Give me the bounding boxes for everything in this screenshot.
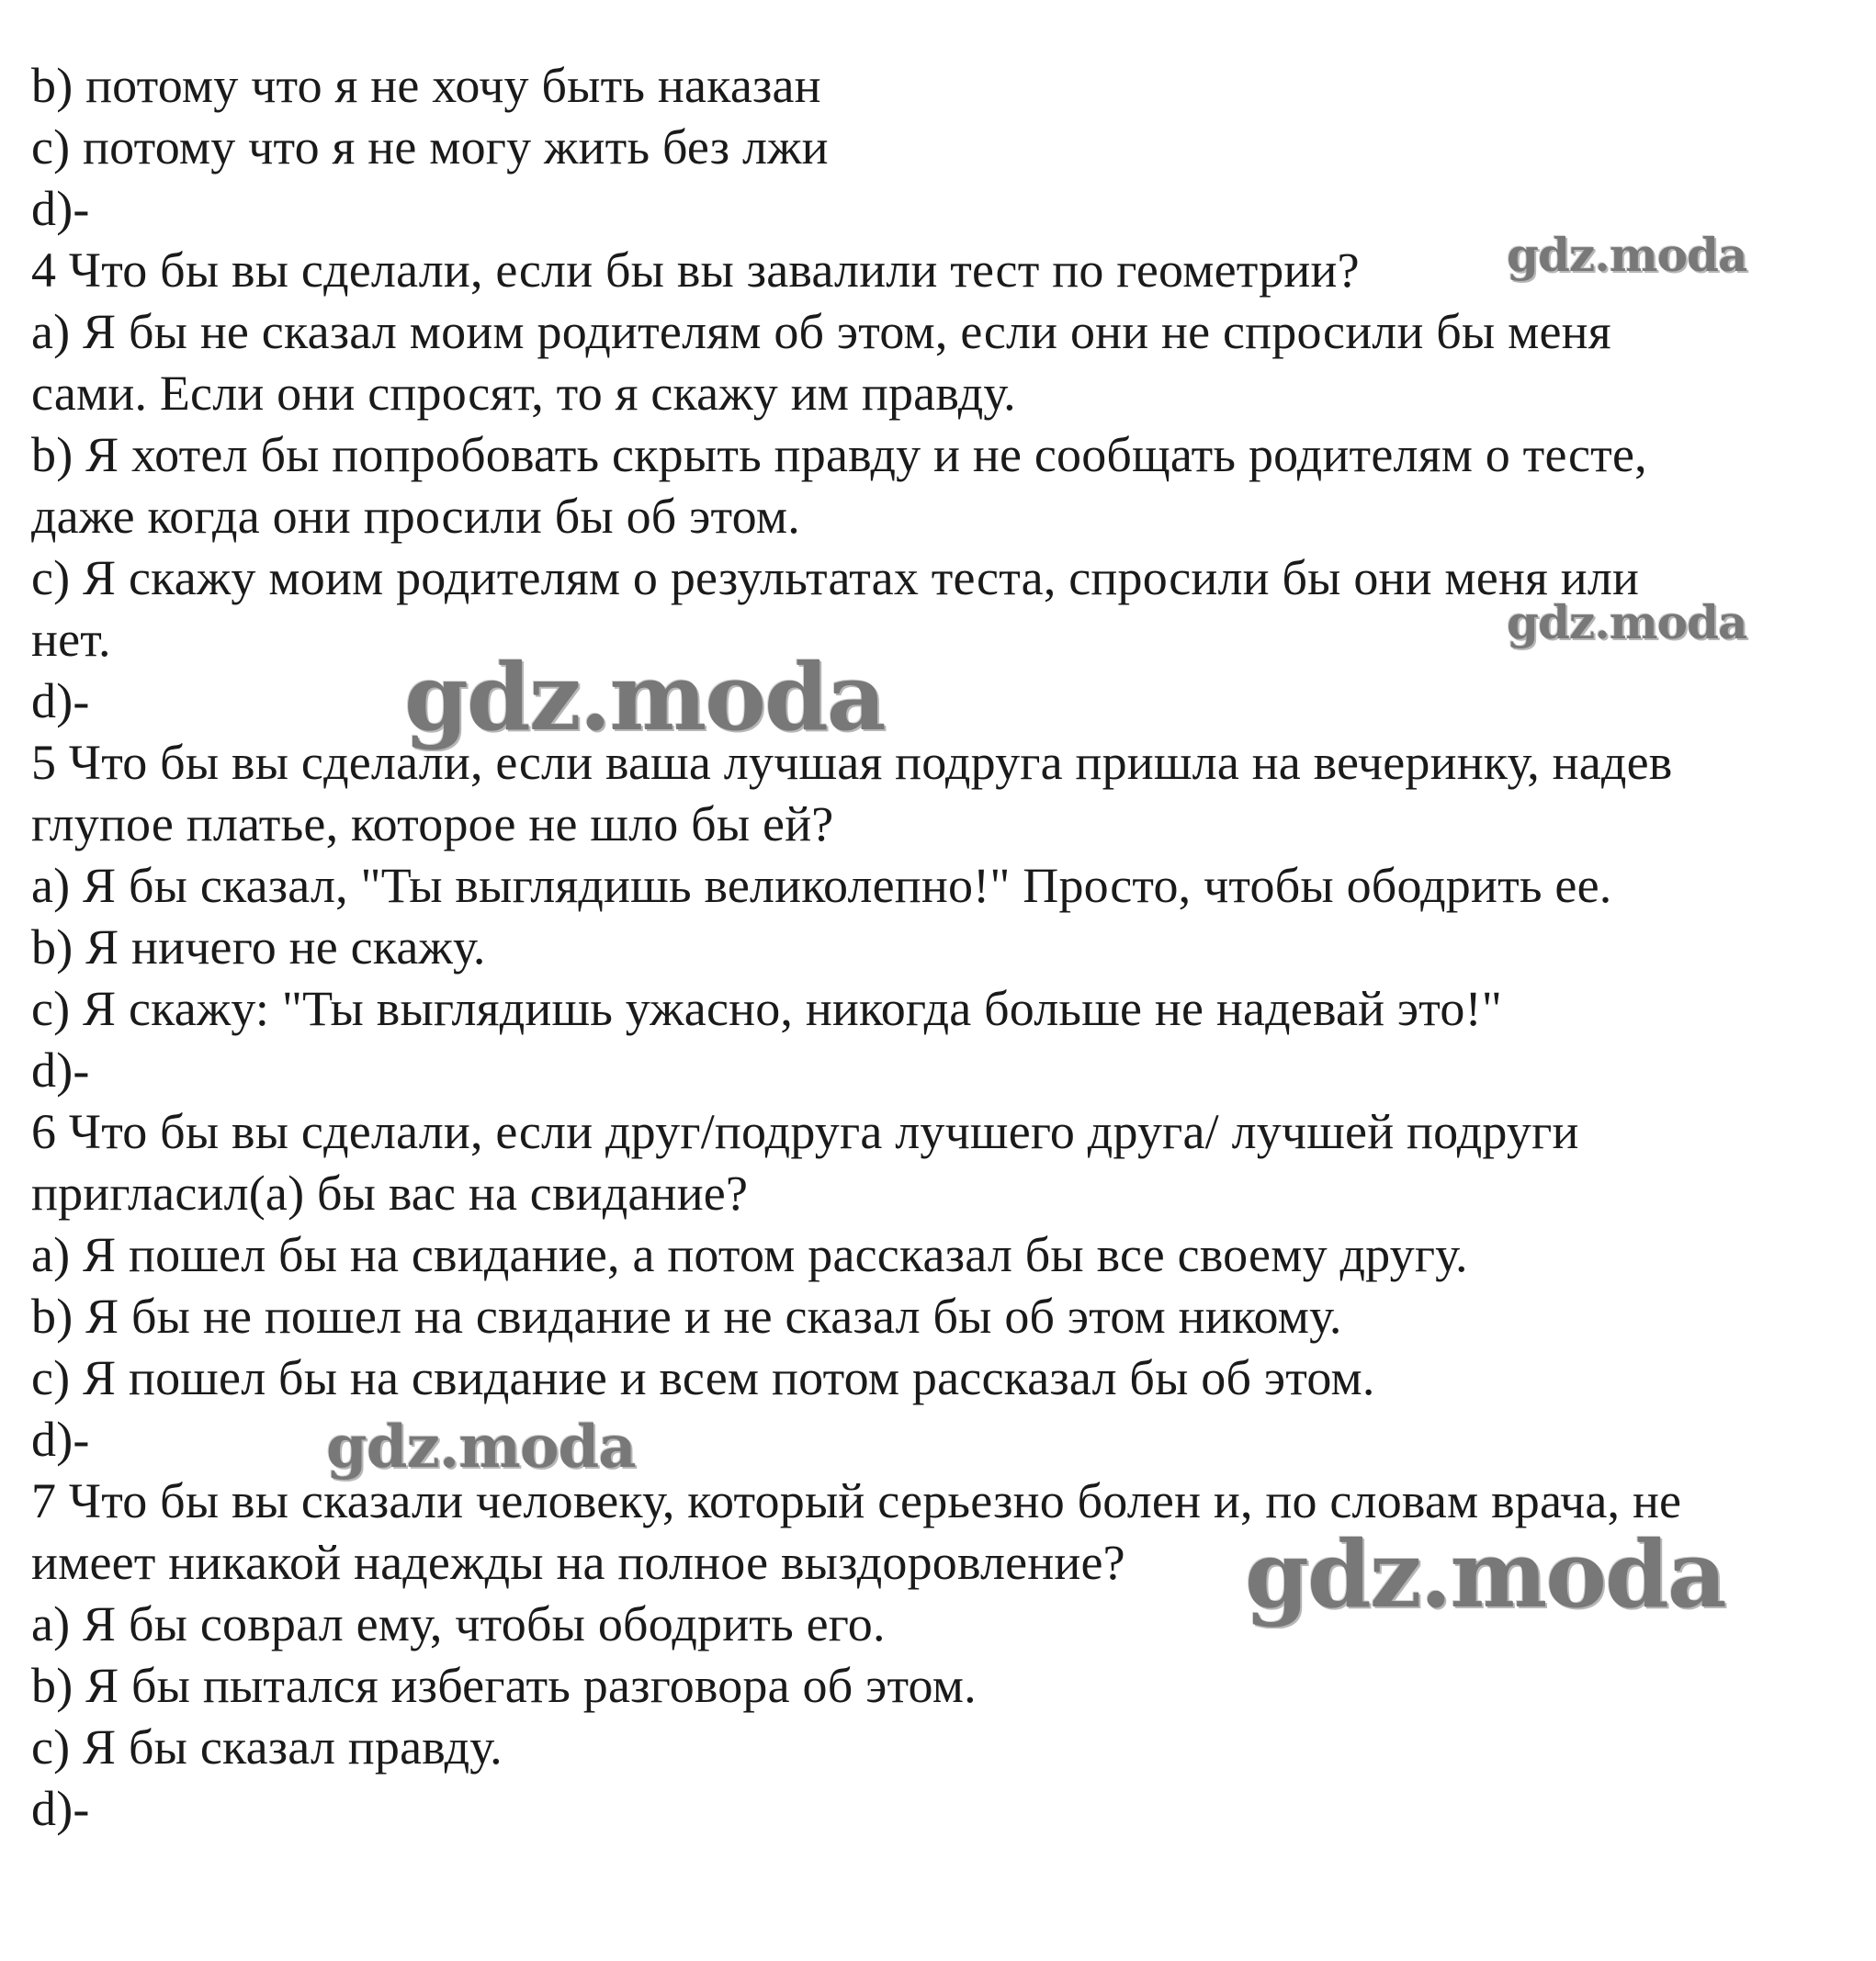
question-5-line2: глупое платье, которое не шло бы ей?: [31, 796, 834, 851]
answer-option-b-q4-line2: даже когда они просили бы об этом.: [31, 489, 800, 544]
answer-option-c-q6: c) Я пошел бы на свидание и всем потом рассказал бы об этом.: [31, 1350, 1375, 1405]
question-6-line1: 6 Что бы вы сделали, если друг/подруга лучшего друга/ лучшей подруги: [31, 1104, 1579, 1159]
answer-option-d-q5: d)-: [31, 1042, 90, 1098]
answer-option-b-q6: b) Я бы не пошел на свидание и не сказал бы об этом никому.: [31, 1289, 1342, 1344]
question-5-line1: 5 Что бы вы сделали, если ваша лучшая подруга пришла на вечеринку, надев: [31, 735, 1673, 790]
question-7-line2: имеет никакой надежды на полное выздоровление?: [31, 1535, 1125, 1590]
answer-option-c-q4-line1: c) Я скажу моим родителям о результатах теста, спросили бы они меня или: [31, 550, 1640, 605]
answer-option-c-q7: c) Я бы сказал правду.: [31, 1719, 503, 1775]
answer-option-c-q5: c) Я скажу: "Ты выглядишь ужасно, никогда больше не надевай это!": [31, 981, 1503, 1036]
watermark: gdz.moda: [404, 643, 885, 751]
answer-option-c-q3: c) потому что я не могу жить без лжи: [31, 119, 829, 175]
question-6-line2: пригласил(а) бы вас на свидание?: [31, 1166, 749, 1221]
answer-option-a-q5: a) Я бы сказал, "Ты выглядишь великолепно!" Просто, чтобы ободрить ее.: [31, 858, 1612, 913]
answer-option-a-q6: a) Я пошел бы на свидание, а потом рассказал бы все своему другу.: [31, 1227, 1468, 1282]
answer-option-d-q4: d)-: [31, 673, 90, 728]
watermark: gdz.moda: [326, 1413, 636, 1482]
answer-option-b-q5: b) Я ничего не скажу.: [31, 919, 486, 975]
answer-option-d-q6: d)-: [31, 1412, 90, 1467]
answer-option-d-q3: d)-: [31, 181, 90, 236]
watermark: gdz.moda: [1507, 228, 1747, 282]
answer-option-a-q4-line2: сами. Если они спросят, то я скажу им правду.: [31, 366, 1016, 421]
question-7-line1: 7 Что бы вы сказали человеку, который серьезно болен и, по словам врача, не: [31, 1473, 1682, 1528]
answer-option-c-q4-line2: нет.: [31, 612, 111, 667]
answer-option-b-q7: b) Я бы пытался избегать разговора об этом.: [31, 1658, 977, 1713]
answer-option-d-q7: d)-: [31, 1781, 90, 1836]
answer-option-a-q4-line1: a) Я бы не сказал моим родителям об этом, если они не спросили бы меня: [31, 304, 1611, 359]
answer-option-b-q4-line1: b) Я хотел бы попробовать скрыть правду и не сообщать родителям о тесте,: [31, 427, 1647, 482]
answer-option-b-q3: b) потому что я не хочу быть наказан: [31, 58, 821, 113]
question-4: 4 Что бы вы сделали, если бы вы завалили тест по геометрии?: [31, 242, 1360, 298]
watermark: gdz.moda: [1245, 1520, 1725, 1629]
watermark: gdz.moda: [1507, 595, 1747, 649]
answer-option-a-q7: a) Я бы соврал ему, чтобы ободрить его.: [31, 1596, 886, 1651]
